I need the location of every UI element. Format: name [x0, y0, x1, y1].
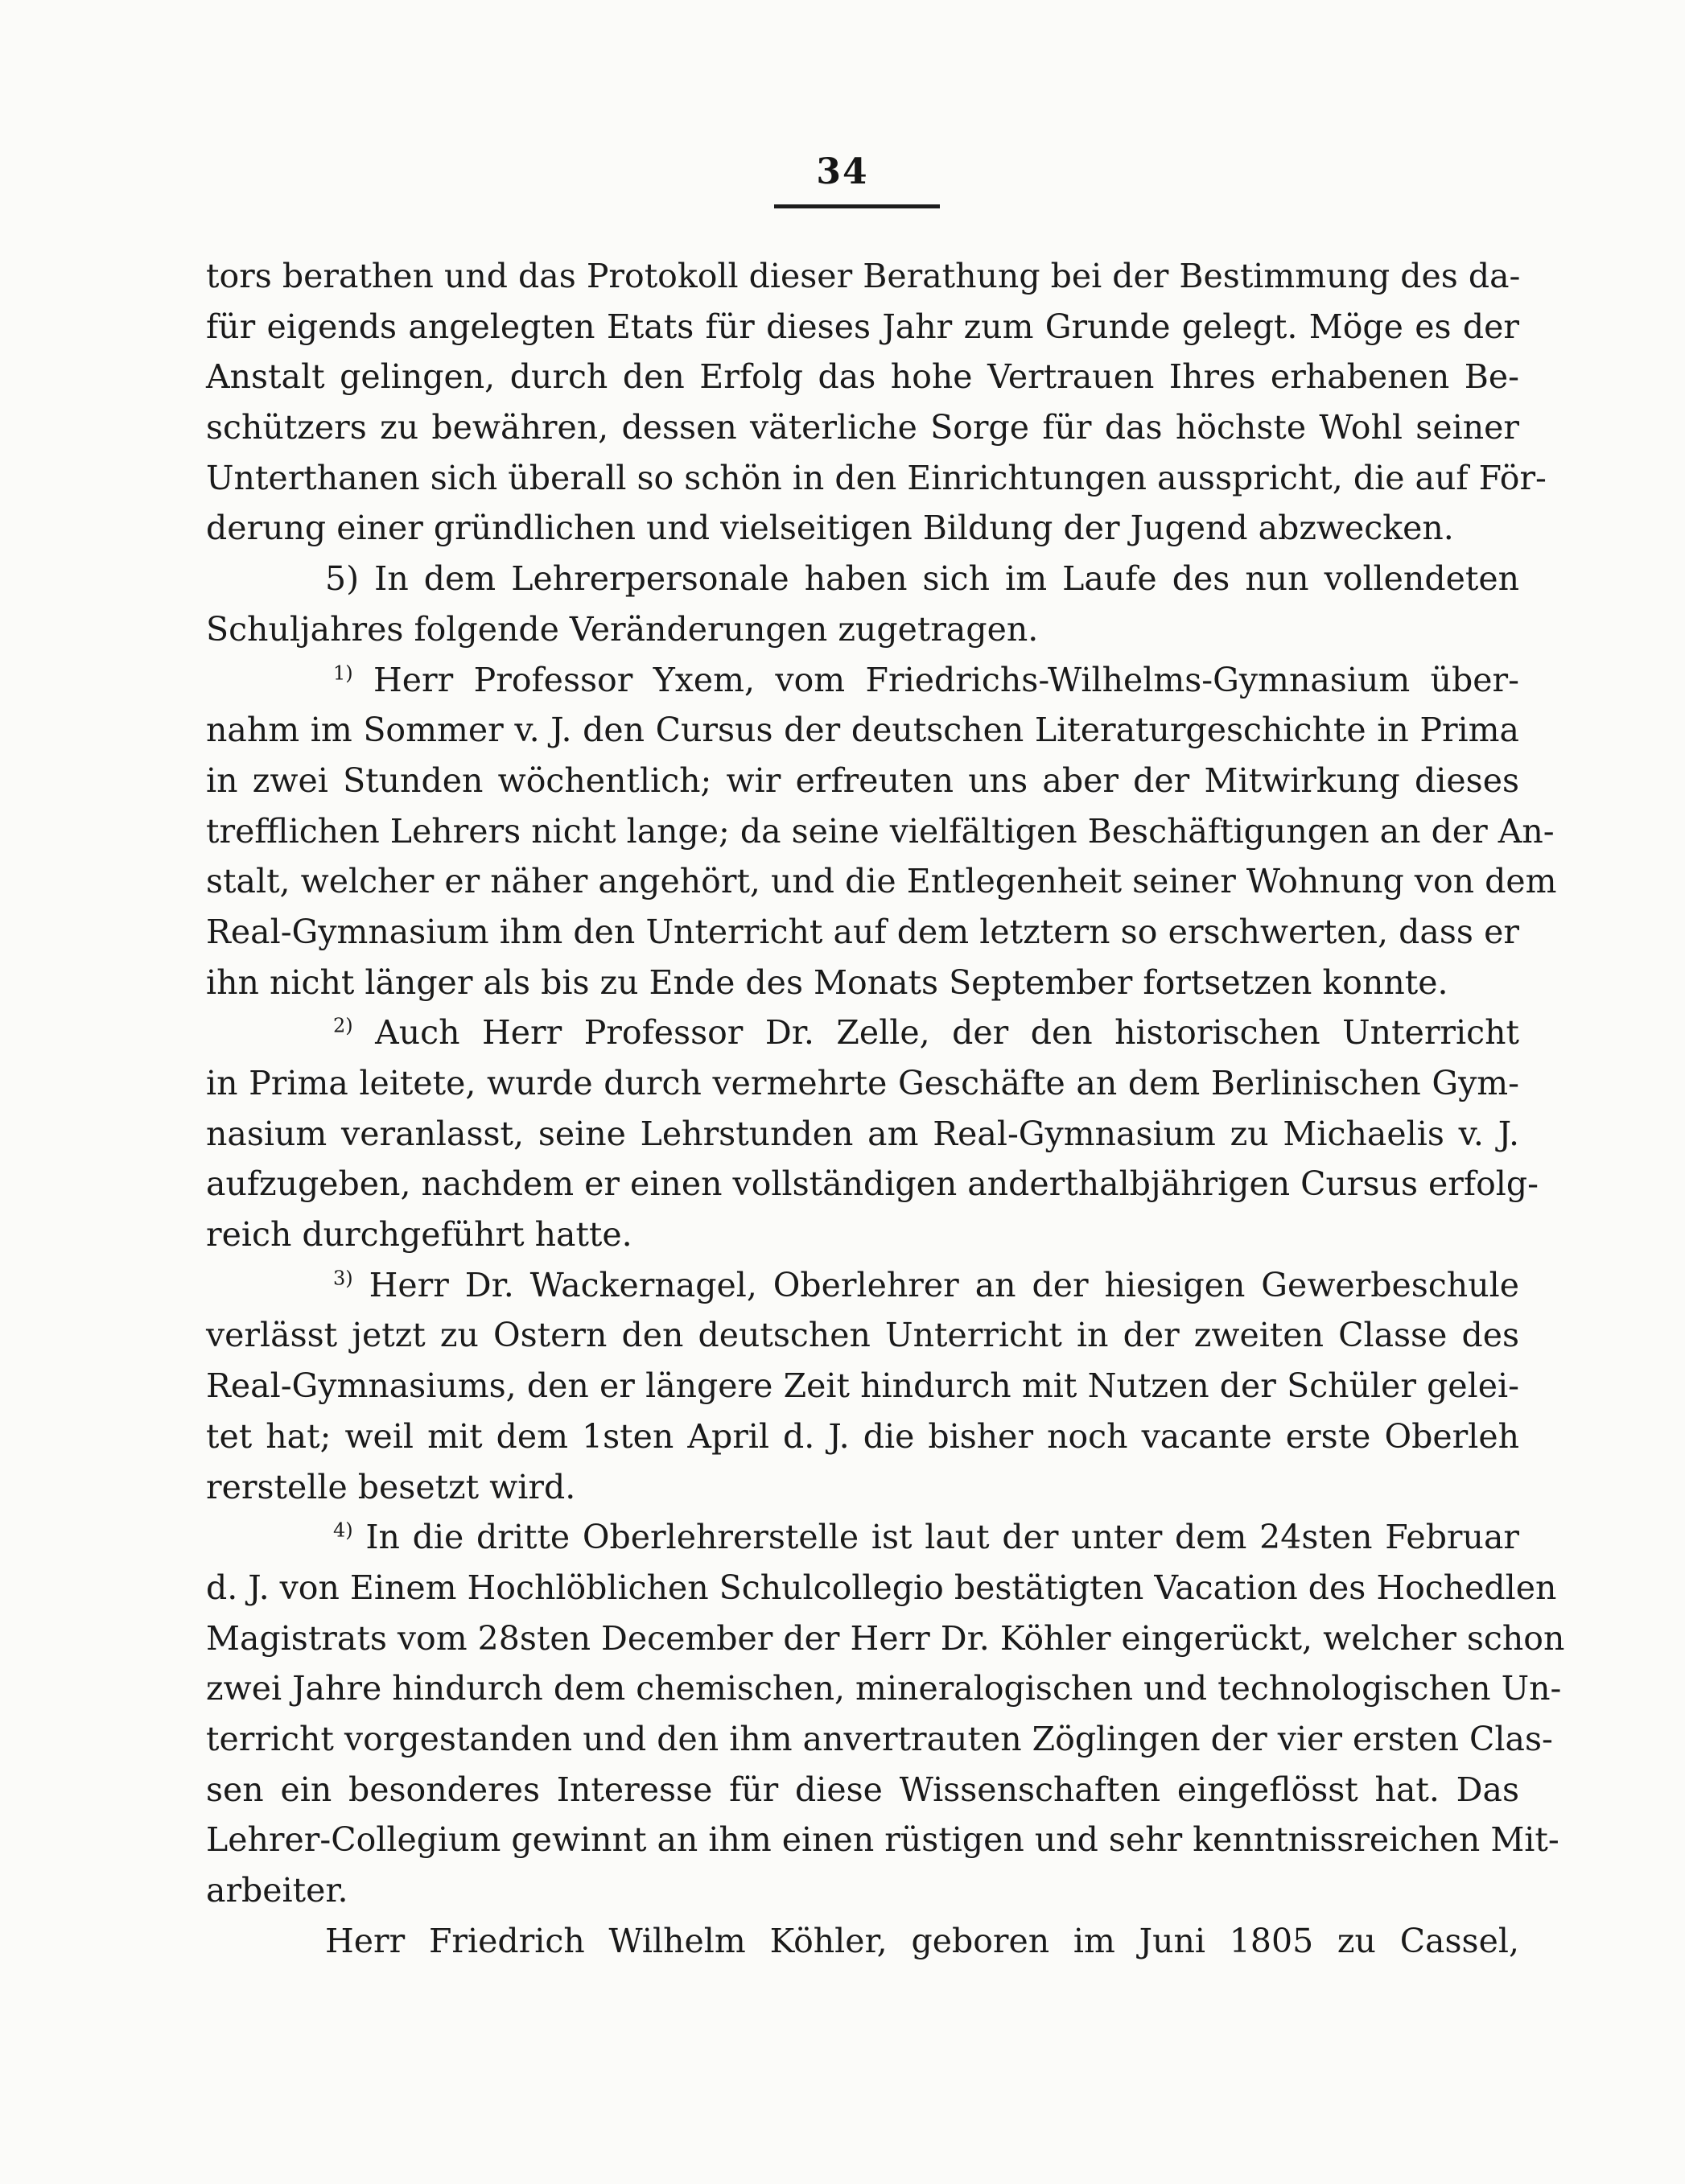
body-text — [206, 251, 1565, 1966]
text-line: trefflichen Lehrers nicht lange; da seine vielfältigen Beschäftigungen an der An- — [206, 811, 1555, 851]
note-line — [206, 1260, 1519, 1311]
text-line: In die dritte Oberlehrerstelle ist laut der unter dem 24sten Februar — [365, 1518, 1519, 1557]
text-line: Auch Herr Professor Dr. Zelle, der den historischen Unterricht — [375, 1013, 1519, 1053]
note-line — [206, 1512, 1519, 1563]
text-line: Herr Professor Yxem, vom Friedrichs-Wilhelms-Gymnasium über- — [373, 660, 1519, 699]
note-line — [206, 1008, 1519, 1058]
text-line: tors berathen und das Protokoll dieser Berathung bei der Bestimmung des da- — [206, 257, 1521, 295]
text-line: verlässt jetzt zu Ostern den deutschen Unterricht in der zweiten Classe des — [206, 1316, 1519, 1355]
text-line: in zwei Stunden wöchentlich; wir erfreuten uns aber der Mitwirkung dieses — [206, 760, 1519, 800]
text-line: zwei Jahre hindurch dem chemischen, mineralogischen und technologischen Un- — [206, 1669, 1562, 1708]
text-line: Herr Dr. Wackernagel, Oberlehrer an der hiesigen Gewerbeschule — [369, 1265, 1519, 1304]
text-line: stalt, welcher er näher angehört, und die Entlegenheit seiner Wohnung von dem — [206, 862, 1557, 901]
text-line: Herr Friedrich Wilhelm Köhler, geboren im Juni 1805 zu Cassel, — [325, 1921, 1519, 1960]
text-line: schützers zu bewähren, dessen väterliche Sorge für das höchste Wohl seiner — [206, 408, 1519, 447]
page-number: 34 — [816, 151, 869, 192]
text-line: nasium veranlasst, seine Lehrstunden am Real-Gymnasium zu Michaelis v. J. — [206, 1114, 1519, 1153]
text-line: Anstalt gelingen, durch den Erfolg das hohe Vertrauen Ihres erhabenen Be- — [206, 357, 1519, 397]
text-line: für eigends angelegten Etats für dieses Jahr zum Grunde gelegt. Möge es der — [206, 307, 1519, 346]
text-line: ihn nicht länger als bis zu Ende des Monats September fortsetzen konnte. — [206, 962, 1448, 1002]
text-line: Lehrer-Collegium gewinnt an ihm einen rüstigen und sehr kenntnissreichen Mit- — [206, 1820, 1559, 1860]
text-line: nahm im Sommer v. J. den Cursus der deutschen Literaturgeschichte in Prima — [206, 711, 1519, 750]
text-line: Magistrats vom 28sten December der Herr Dr. Köhler eingerückt, welcher schon — [206, 1618, 1565, 1658]
text-line: aufzugeben, nachdem er einen vollständigen anderthalbjährigen Cursus erfolg- — [206, 1164, 1539, 1204]
text-line: in Prima leitete, wurde durch vermehrte Geschäfte an dem Berlinischen Gym- — [206, 1064, 1519, 1102]
text-line: 5) In dem Lehrerpersonale haben sich im Laufe des nun vollendeten — [325, 559, 1519, 599]
text-line: Real-Gymnasiums, den er längere Zeit hindurch mit Nutzen der Schüler gelei- — [206, 1366, 1519, 1406]
note-marker: 2) — [333, 1014, 353, 1037]
text-line: Unterthanen sich überall so schön in den Einrichtungen ausspricht, die auf För- — [206, 458, 1547, 497]
note-marker: 4) — [333, 1518, 353, 1542]
text-line: Real-Gymnasium ihm den Unterricht auf dem letztern so erschwerten, dass er — [206, 912, 1519, 951]
note-marker: 3) — [333, 1267, 353, 1290]
header-rule — [774, 204, 940, 208]
text-line: Schuljahres folgende Veränderungen zugetragen. — [206, 609, 1039, 649]
text-line: rerstelle besetzt wird. — [206, 1467, 576, 1506]
note-marker: 1) — [333, 661, 353, 684]
text-line: sen ein besonderes Interesse für diese Wissenschaften eingeflösst hat. Das — [206, 1770, 1519, 1809]
text-line: derung einer gründlichen und vielseitigen Bildung der Jugend abzwecken. — [206, 509, 1454, 548]
text-line: d. J. von Einem Hochlöblichen Schulcollegio bestätigten Vacation des Hochedlen — [206, 1568, 1557, 1607]
text-line: reich durchgeführt hatte. — [206, 1215, 632, 1255]
note-line — [206, 655, 1519, 706]
text-line: tet hat; weil mit dem 1sten April d. J. die bisher noch vacante erste Oberleh — [206, 1416, 1519, 1456]
text-line: arbeiter. — [206, 1871, 348, 1910]
text-line: terricht vorgestanden und den ihm anvertrauten Zöglingen der vier ersten Clas- — [206, 1719, 1553, 1758]
